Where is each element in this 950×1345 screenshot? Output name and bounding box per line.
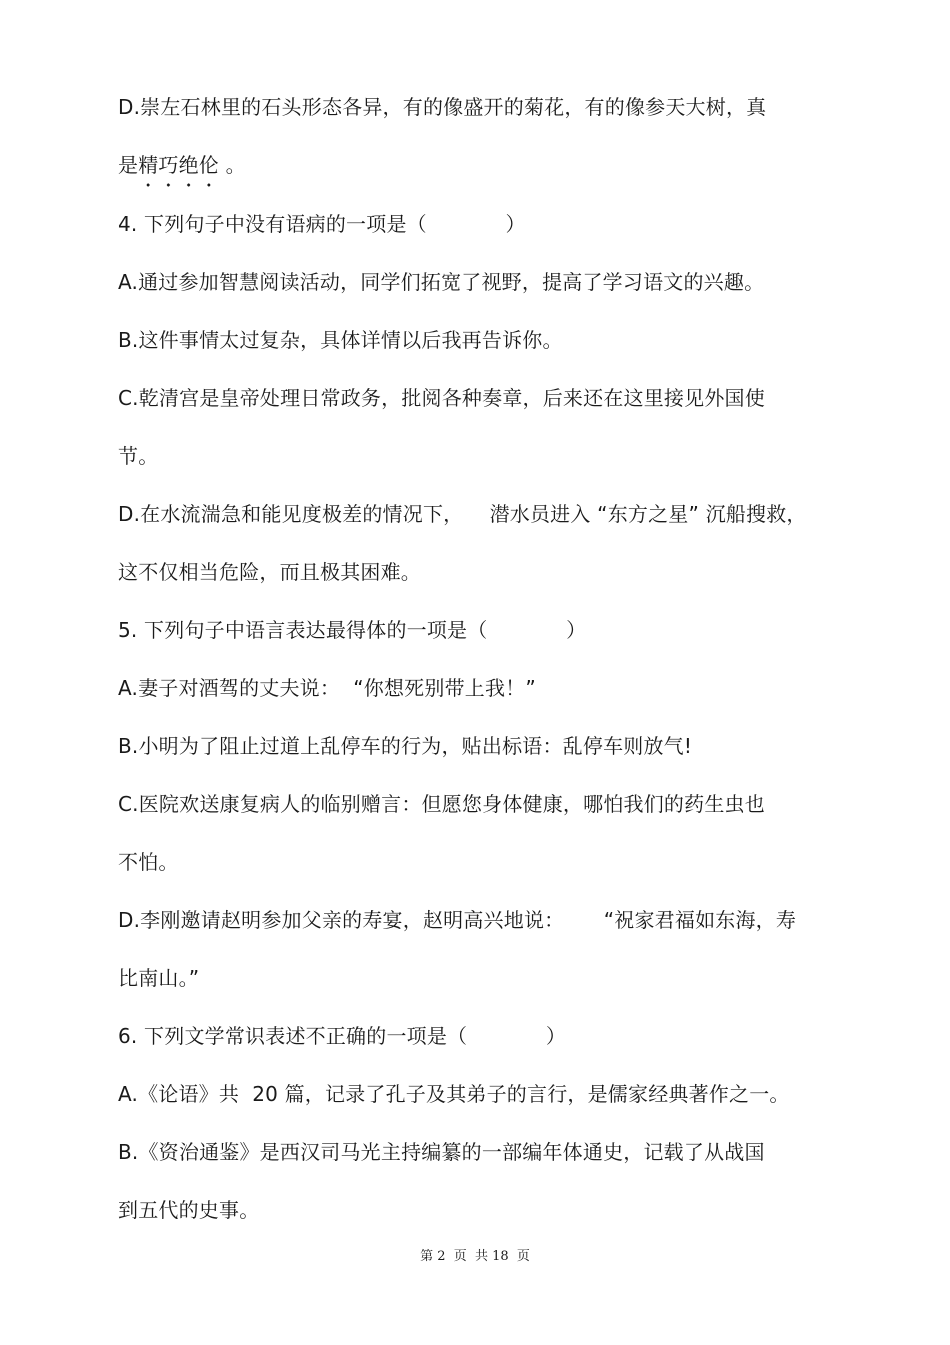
question-5-option-d-line-1: D.李刚邀请赵明参加父亲的寿宴，赵明高兴地说： “祝家君福如东海，寿 xyxy=(118,908,797,932)
emphasis-dotted-text: 精巧绝伦 xyxy=(138,153,220,177)
question-4-option-d-line-1: D.在水流湍急和能见度极差的情况下， 潜水员进入 “东方之星” 沉船搜救， xyxy=(118,502,807,526)
question-6-option-b-line-2: 到五代的史事。 xyxy=(118,1198,260,1222)
question-5-option-d-line-2: 比南山。” xyxy=(118,966,200,990)
question-4-option-b: B.这件事情太过复杂，具体详情以后我再告诉你。 xyxy=(118,328,563,352)
question-4-option-c-line-2: 节。 xyxy=(118,444,159,468)
question-5-option-b: B.小明为了阻止过道上乱停车的行为，贴出标语：乱停车则放气! xyxy=(118,734,693,758)
page-footer: 第 2 页 共 18 页 xyxy=(420,1249,530,1264)
question-5-option-a: A.妻子对酒驾的丈夫说： “你想死别带上我！” xyxy=(118,676,536,700)
question-3-option-d-line-1: D.崇左石林里的石头形态各异，有的像盛开的菊花，有的像参天大树，真 xyxy=(118,95,767,119)
question-4-stem: 4. 下列句子中没有语病的一项是（ ） xyxy=(118,212,526,236)
text-pre: 是 xyxy=(118,153,139,177)
question-3-option-d-line-2 xyxy=(118,151,246,179)
question-5-stem: 5. 下列句子中语言表达最得体的一项是（ ） xyxy=(118,618,587,642)
question-4-option-d-line-2: 这不仅相当危险，而且极其困难。 xyxy=(118,560,421,584)
question-5-option-c-line-1: C.医院欢送康复病人的临别赠言：但愿您身体健康，哪怕我们的药生虫也 xyxy=(118,792,765,816)
question-4-option-a: A.通过参加智慧阅读活动，同学们拓宽了视野，提高了学习语文的兴趣。 xyxy=(118,270,765,294)
question-6-option-a: A.《论语》共 20 篇，记录了孔子及其弟子的言行，是儒家经典著作之一。 xyxy=(118,1082,790,1106)
question-4-option-c-line-1: C.乾清宫是皇帝处理日常政务，批阅各种奏章，后来还在这里接见外国使 xyxy=(118,386,765,410)
question-5-option-c-line-2: 不怕。 xyxy=(118,850,179,874)
question-6-option-b-line-1: B.《资治通鉴》是西汉司马光主持编纂的一部编年体通史，记载了从战国 xyxy=(118,1140,765,1164)
text-post: 。 xyxy=(219,153,246,177)
question-6-stem: 6. 下列文学常识表述不正确的一项是（ ） xyxy=(118,1024,567,1048)
